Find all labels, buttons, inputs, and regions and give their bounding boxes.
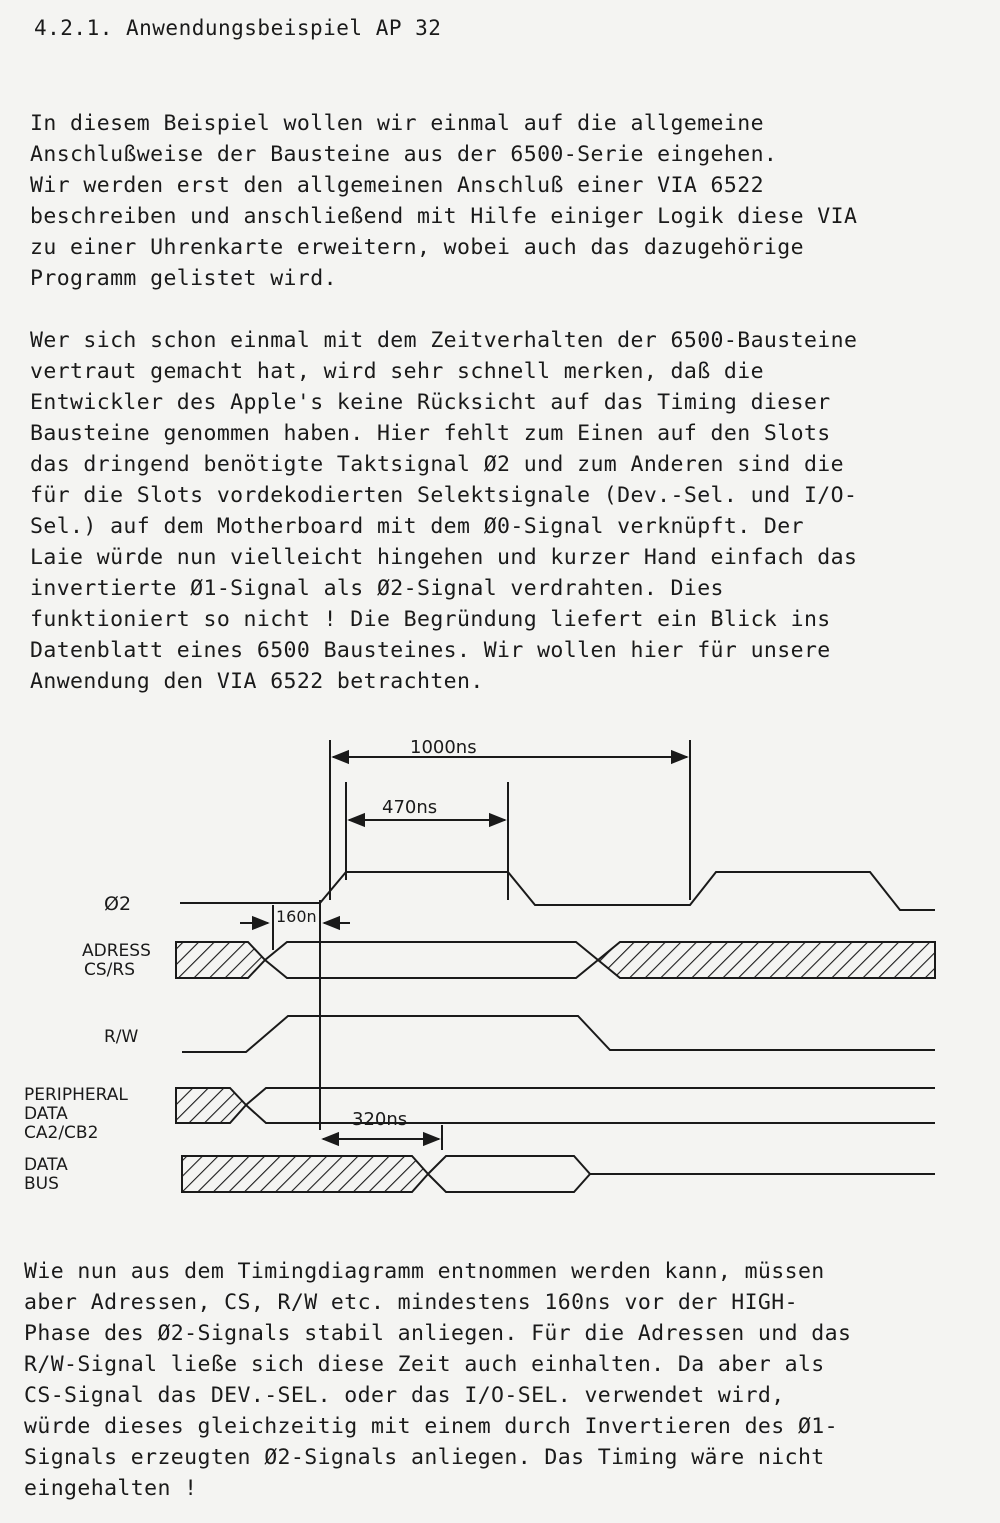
label-peripheral-line2: DATA — [24, 1104, 68, 1124]
label-rw: R/W — [104, 1027, 139, 1047]
databus-invalid-region — [182, 1156, 428, 1192]
label-phi2: Ø2 — [104, 893, 132, 915]
phi2-waveform — [180, 872, 935, 910]
paragraph-conclusion: Wie nun aus dem Timingdiagramm entnommen werden kann, müssen aber Adressen, CS, R/W etc. mindestens 160ns vor der HIGH- Phase des Ø2-Signals stabil anliegen. Für die Adressen und das R/W-Signal ließe sich diese Zeit auch einhalten. Da aber als CS-Signal das DEV.-SEL. oder das I/O-SEL. verwendet wird, würde dieses gleichzeitig mit einem durch Invertieren des Ø1- Signals erzeugten Ø2-Signals anliegen. Das Timing wäre nicht eingehalten ! — [24, 1259, 852, 1501]
peripheral-valid-lower — [246, 1105, 935, 1123]
rw-waveform — [182, 1016, 935, 1052]
label-databus-line1: DATA — [24, 1155, 68, 1175]
label-data-delay-320ns: 320ns — [352, 1109, 408, 1130]
label-address-line2: CS/RS — [84, 960, 135, 980]
label-databus-line2: BUS — [24, 1174, 59, 1194]
paragraph-intro: In diesem Beispiel wollen wir einmal auf die allgemeine Anschlußweise der Bausteine aus der 6500-Serie eingehen. Wir werden erst den allgemeinen Anschluß einer VIA 6522 beschreiben und anschließend mit Hilfe einiger Logik diese VIA zu einer Uhrenkarte erweitern, wobei auch das dazugehörige Programm gelistet wird. — [30, 111, 858, 291]
section-heading: 4.2.1. Anwendungsbeispiel AP 32 — [34, 16, 442, 40]
label-setup-160n: 160n — [276, 907, 317, 926]
timing-diagram — [0, 720, 1000, 1220]
databus-valid-region — [428, 1156, 590, 1192]
address-valid-region — [265, 942, 598, 978]
peripheral-valid-upper — [246, 1088, 935, 1105]
label-address-line1: ADRESS — [82, 941, 151, 961]
paragraph-timing-problem: Wer sich schon einmal mit dem Zeitverhalten der 6500-Bausteine vertraut gemacht hat, wird sehr schnell merken, daß die Entwickler des Apple's keine Rücksicht auf das Timing dieser Bausteine genommen haben. Hier fehlt zum Einen auf den Slots das dringend benötigte Taktsignal Ø2 und zum Anderen sind die für die Slots vordekodierten Selektsignale (Dev.-Sel. und I/O- Sel.) auf dem Motherboard mit dem Ø0-Signal verknüpft. Der Laie würde nun vielleicht hingehen und kurzer Hand einfach das invertierte Ø1-Signal als Ø2-Signal verdrahten. Dies funktioniert so nicht ! Die Begründung liefert ein Blick ins Datenblatt eines 6500 Bausteines. Wir wollen hier für unsere Anwendung den VIA 6522 betrachten. — [30, 328, 858, 694]
label-period-1000ns: 1000ns — [410, 737, 477, 758]
label-peripheral-line3: CA2/CB2 — [24, 1123, 99, 1143]
peripheral-invalid-region — [176, 1088, 246, 1123]
address-invalid-region-2 — [598, 942, 935, 978]
label-high-phase-470ns: 470ns — [382, 797, 438, 818]
address-invalid-region-1 — [176, 942, 265, 978]
label-peripheral-line1: PERIPHERAL — [24, 1085, 128, 1105]
